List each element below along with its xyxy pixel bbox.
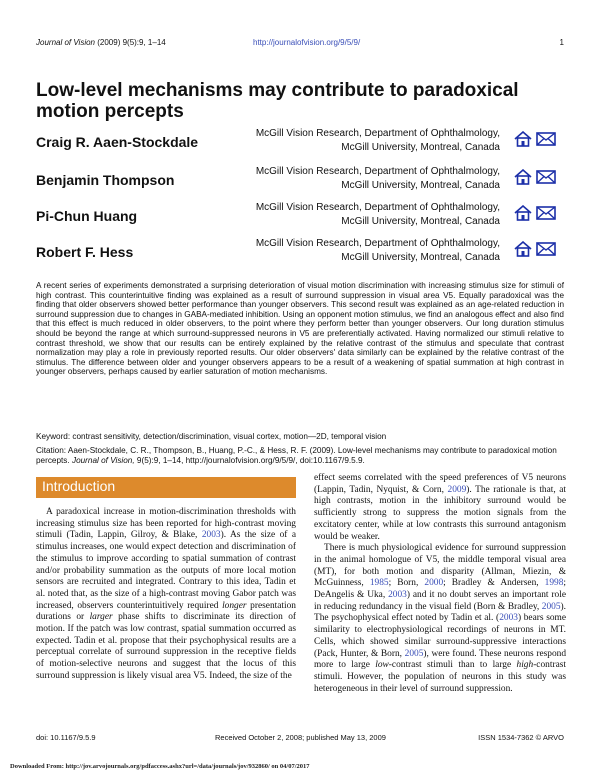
home-icon[interactable] — [514, 241, 532, 262]
citation-link[interactable]: 2003 — [499, 613, 518, 624]
author-name: Pi-Chun Huang — [36, 208, 138, 224]
citation-link[interactable]: 2003 — [388, 590, 407, 601]
keywords: Keyword: contrast sensitivity, detection/discrimination, visual cortex, motion—2D, temporal vision — [36, 432, 387, 441]
mail-icon[interactable] — [536, 169, 556, 190]
affiliation-line: McGill Vision Research, Department of Ophthalmology, — [255, 128, 500, 139]
citation-link[interactable]: 2009 — [447, 484, 467, 495]
citation-link[interactable]: 1998 — [544, 578, 564, 589]
citation-link[interactable]: 2003 — [201, 530, 221, 541]
citation-link[interactable]: 1985 — [369, 578, 389, 589]
home-icon[interactable] — [514, 131, 532, 152]
affiliation-line: McGill University, Montreal, Canada — [341, 142, 500, 153]
author-name: Robert F. Hess — [36, 244, 134, 260]
author-affiliation — [200, 237, 500, 265]
citation-link[interactable]: 2005 — [541, 601, 561, 612]
citation-link[interactable]: 2005 — [404, 648, 424, 659]
author-affiliation — [200, 201, 500, 229]
affiliation-line: McGill Vision Research, Department of Ophthalmology, — [255, 166, 500, 177]
body-column-right — [314, 473, 566, 695]
footer-doi: doi: 10.1167/9.5.9 — [36, 733, 96, 742]
affiliation-line: McGill Vision Research, Department of Ophthalmology, — [255, 202, 500, 213]
home-icon[interactable] — [514, 205, 532, 226]
author-row — [36, 127, 566, 157]
paragraph: There is much physiological evidence for surround suppression in the animal homologue of V5, the middle temporal visual area (MT), for both motion and disparity (Allman, Miezin, & McGuinness, 1985; Born, 2000; Bradley & Andersen, 1998; DeAngelis & Uka, 2003) and it no doubt serves an important role in reducing redundancy in the visual field (Born & Bradley, 2005). The psychophysical effect noted by Tadin et al. (2003) bears some similarity to electrophysiological recordings of neurons in MT. Cells, which showed similar surround-suppressive interactions (Pack, Hunter, & Born, 2005), were found. These neurons respond more to large low-contrast stimuli than to large high-contrast stimuli. However, the population of neurons in this study was heterogeneous in their level of surround suppression. — [314, 543, 567, 694]
page-number: 1 — [559, 38, 564, 47]
author-row — [36, 201, 566, 231]
running-header-journal: Journal of Vision (2009) 9(5):9, 1–14 — [36, 38, 166, 47]
mail-icon[interactable] — [536, 205, 556, 226]
home-icon[interactable] — [514, 169, 532, 190]
mail-icon[interactable] — [536, 131, 556, 152]
affiliation-line: McGill University, Montreal, Canada — [341, 180, 500, 191]
section-title: Introduction — [42, 478, 116, 494]
author-name: Craig R. Aaen-Stockdale — [36, 134, 199, 150]
author-icons — [514, 205, 556, 221]
affiliation-line: McGill University, Montreal, Canada — [341, 252, 500, 263]
author-icons — [514, 131, 556, 147]
affiliation-line: McGill University, Montreal, Canada — [341, 216, 500, 227]
author-name: Benjamin Thompson — [36, 172, 175, 188]
author-affiliation — [200, 165, 500, 193]
affiliation-line: McGill Vision Research, Department of Ophthalmology, — [255, 238, 500, 249]
footer-issn: ISSN 1534-7362 © ARVO — [478, 733, 564, 742]
body-column-left: A paradoxical increase in motion-discrimination thresholds with increasing stimulus size has been reported for high-contrast moving stimuli (Tadin, Lappin, Gilroy, & Blake, 2003). As the size of a stimulus increases, one would expect detection and discrimination of the stimulus to improve according to spatial summation of contrast and/or probability summation as the outputs of more local motion sensors are recruited and integrated. Contrary to this idea, Tadin et al. noted that, as the size of a high-contrast moving Gabor patch was increased, observers counterintuitively required longer presentation durations or larger phase shifts to discriminate its direction of motion. If the patch was low contrast, spatial summation occurred as expected. Tadin et al. propose that their psychophysical results are a perceptual correlate of surround suppression in the receptive fields of motion-selective neurons and suggest that the locus of this surround suppression is likely visual area V5. Indeed, the size of the — [36, 507, 297, 681]
footer-received: Received October 2, 2008; published May 13, 2009 — [215, 733, 386, 742]
running-header-url[interactable]: http://journalofvision.org/9/5/9/ — [253, 38, 361, 47]
author-row — [36, 165, 566, 195]
author-icons — [514, 241, 556, 257]
author-affiliation — [200, 127, 500, 155]
download-note: Downloaded From: http://jov.arvojournals.org/pdfaccess.ashx?url=/data/journals/jov/932860/ on 04/07/2017 — [10, 763, 310, 770]
paper-title: Low-level mechanisms may contribute to paradoxical motion percepts — [36, 80, 519, 122]
section-banner — [36, 477, 296, 498]
citation: Citation: Aaen-Stockdale, C. R., Thompson, B., Huang, P.-C., & Hess, R. F. (2009). Low-level mechanisms may contribute to paradoxical motion percepts. Journal of Vision, 9(5):9, 1–14, http://journalofvision.org/9/5/9/, doi:10.1167/9.5.9. — [36, 446, 557, 465]
paragraph: effect seems correlated with the speed preferences of V5 neurons (Lappin, Tadin, Nyquist, & Corn, 2009). The rationale is that, at high contrasts, motion in the inhibitory surround would be sufficiently strong to suppress the motion signals from the excitatory center, while at low contrasts this surround antagonism would be weaker. — [314, 473, 567, 542]
author-icons — [514, 169, 556, 185]
author-row — [36, 237, 566, 267]
citation-link[interactable]: 2000 — [424, 578, 444, 589]
abstract: A recent series of experiments demonstrated a surprising deterioration of visual motion discrimination with increasing stimulus size for stimuli of high contrast. This counterintuitive finding was explained as a result of surround suppression in visual area V5. Equally paradoxical was the finding that older observers showed better performance than younger observers. This second result was explained as an age-related reduction in surround suppression due to changes in GABA-mediated inhibition. Using an opponent motion stimulus, we find an analogous effect and also find that this effect is much reduced in older observers, to the point where they perform better than younger observers. Our long duration stimulus should be beyond the range at which surround-suppressed neurons in V5 are preferentially activated. Having normalized our stimuli relative to contrast threshold, we show that our results can be entirely explained by the relative contrast of the stimulus and speculate that contrast normalization may play a role in previously reported results. Our older observers' data similarly can be explained by the relative contrast of the stimulus. The difference between older and younger observers appears to be a result of a weakening of spatial summation at high contrast in younger observers, perhaps caused by earlier saturation of motion mechanisms. — [36, 281, 564, 377]
mail-icon[interactable] — [536, 241, 556, 262]
